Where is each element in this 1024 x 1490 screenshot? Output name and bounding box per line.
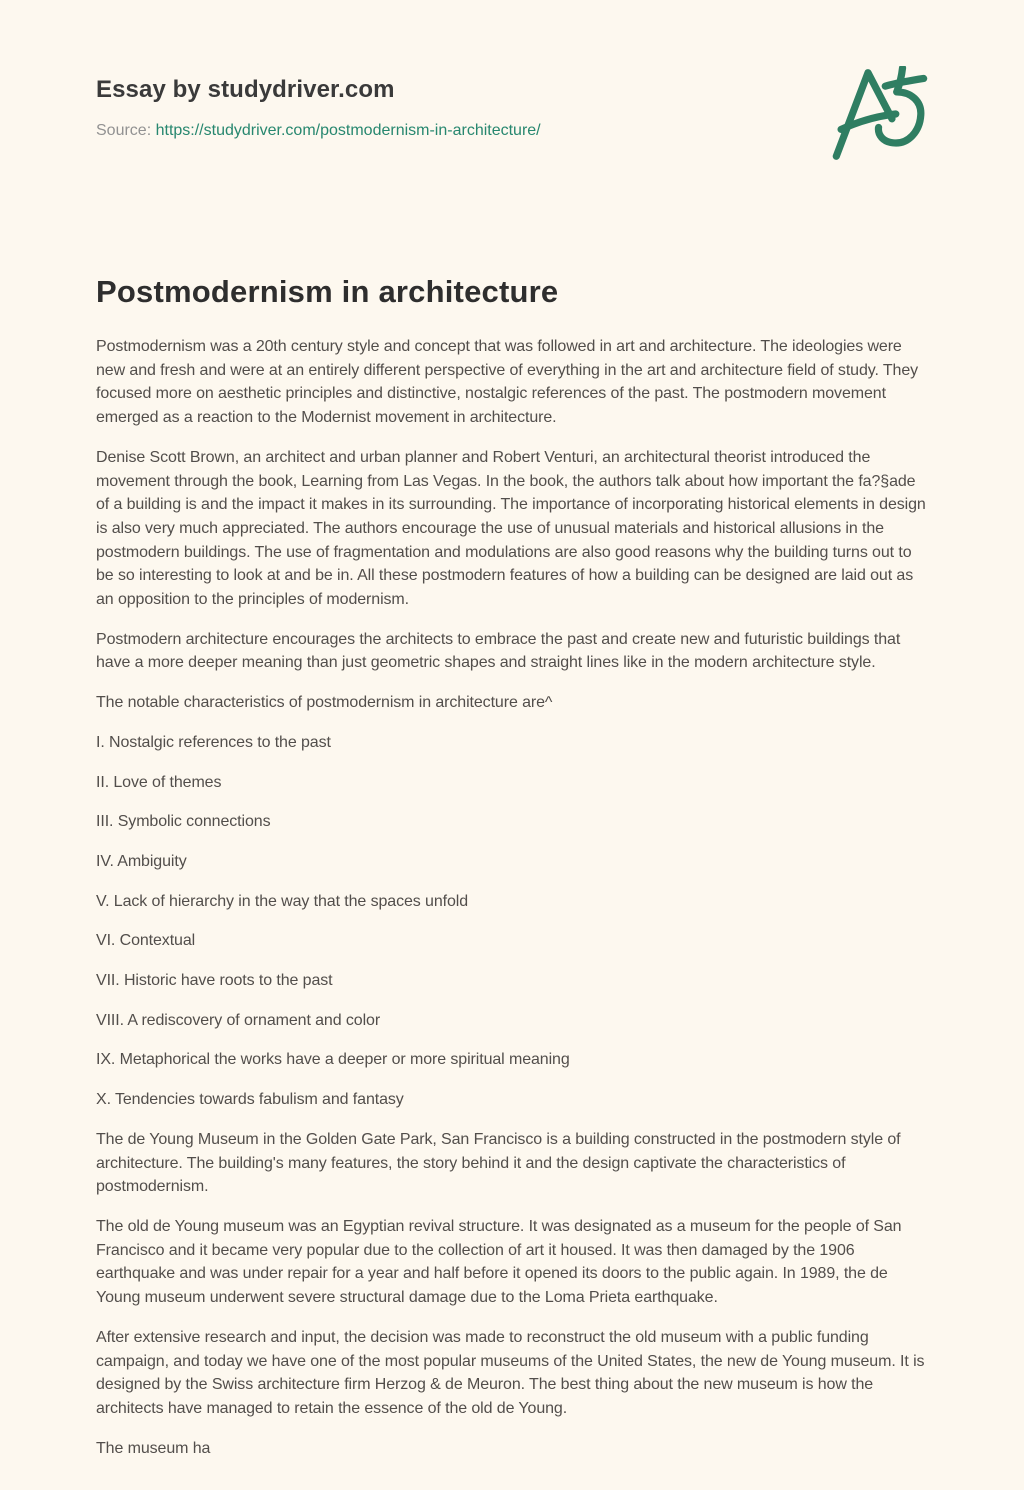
- characteristic-item: VI. Contextual: [96, 932, 196, 950]
- essay-paragraph-truncated: The museum ha: [96, 1439, 211, 1457]
- characteristic-item: II. Love of themes: [96, 773, 222, 791]
- essay-paragraph: Denise Scott Brown, an architect and urban planner and Robert Venturi, an architectural theorist introduced the movement through the book, Learning from Las Vegas. In the book, the authors talk about how important the fa?§ade of a building is and the impact it makes in its surrounding. The importance of incorporating historical elements in design is also very much appreciated. The authors encourage the use of unusual materials and historical allusions in the postmodern buildings. The use of fragmentation and modulations are also good reasons why the building turns out to be so interesting to look at and be in. All these postmodern features of how a building can be designed are laid out as an opposition to the principles of modernism.: [96, 448, 926, 609]
- characteristic-item: IV. Ambiguity: [96, 852, 187, 870]
- characteristic-item: IX. Metaphorical the works have a deeper or more spiritual meaning: [96, 1051, 570, 1069]
- site-title: Essay by studydriver.com: [96, 76, 395, 103]
- essay-body: [96, 335, 928, 1460]
- characteristic-item: III. Symbolic connections: [96, 813, 271, 831]
- essay-paragraph: The notable characteristics of postmodernism in architecture are^: [96, 694, 553, 712]
- source-label: Source:: [96, 122, 152, 139]
- characteristic-item: VII. Historic have roots to the past: [96, 972, 333, 990]
- essay-title: Postmodernism in architecture: [96, 274, 559, 309]
- essay-paragraph: The old de Young museum was an Egyptian revival structure. It was designated as a museum for the people of San Francisco and it became very popular due to the collection of art it housed. It was then damaged by the 1906 earthquake and was under repair for a year and half before it opened its doors to the public again. In 1989, the de Young museum underwent severe structural damage due to the Loma Prieta earthquake.: [96, 1217, 902, 1307]
- source-url-link[interactable]: https://studydriver.com/postmodernism-in-architecture/: [155, 122, 541, 139]
- source-line: [96, 122, 541, 140]
- page-header: [96, 0, 928, 162]
- essay-paragraph: After extensive research and input, the decision was made to reconstruct the old museum with a public funding campaign, and today we have one of the most popular museums of the United States, the new de Young museum. It is designed by the Swiss architecture firm Herzog & de Meuron. The best thing about the new museum is how the architects have managed to retain the essence of the old de Young.: [96, 1328, 925, 1417]
- characteristic-item: VIII. A rediscovery of ornament and color: [96, 1011, 381, 1029]
- header-text-block: [96, 62, 541, 140]
- essay-paragraph: Postmodern architecture encourages the architects to embrace the past and create new and futuristic buildings that have a more deeper meaning than just geometric shapes and straight lines like in the modern architecture style.: [96, 630, 901, 672]
- characteristic-item: I. Nostalgic references to the past: [96, 733, 331, 751]
- essay-paragraph: The de Young Museum in the Golden Gate Park, San Francisco is a building constructed in the postmodern style of architecture. The building's many features, the story behind it and the design captivate the characteristics of postmodernism.: [96, 1130, 901, 1196]
- essay-paragraph: Postmodernism was a 20th century style and concept that was followed in art and architecture. The ideologies were new and fresh and were at an entirely different perspective of everything in the art and architecture field of study. They focused more on aesthetic principles and distinctive, nostalgic references of the past. The postmodern movement emerged as a reaction to the Modernist movement in architecture.: [96, 338, 919, 427]
- a-plus-logo-icon: [831, 66, 928, 162]
- characteristic-item: V. Lack of hierarchy in the way that the spaces unfold: [96, 892, 469, 910]
- characteristic-item: X. Tendencies towards fabulism and fantasy: [96, 1091, 404, 1109]
